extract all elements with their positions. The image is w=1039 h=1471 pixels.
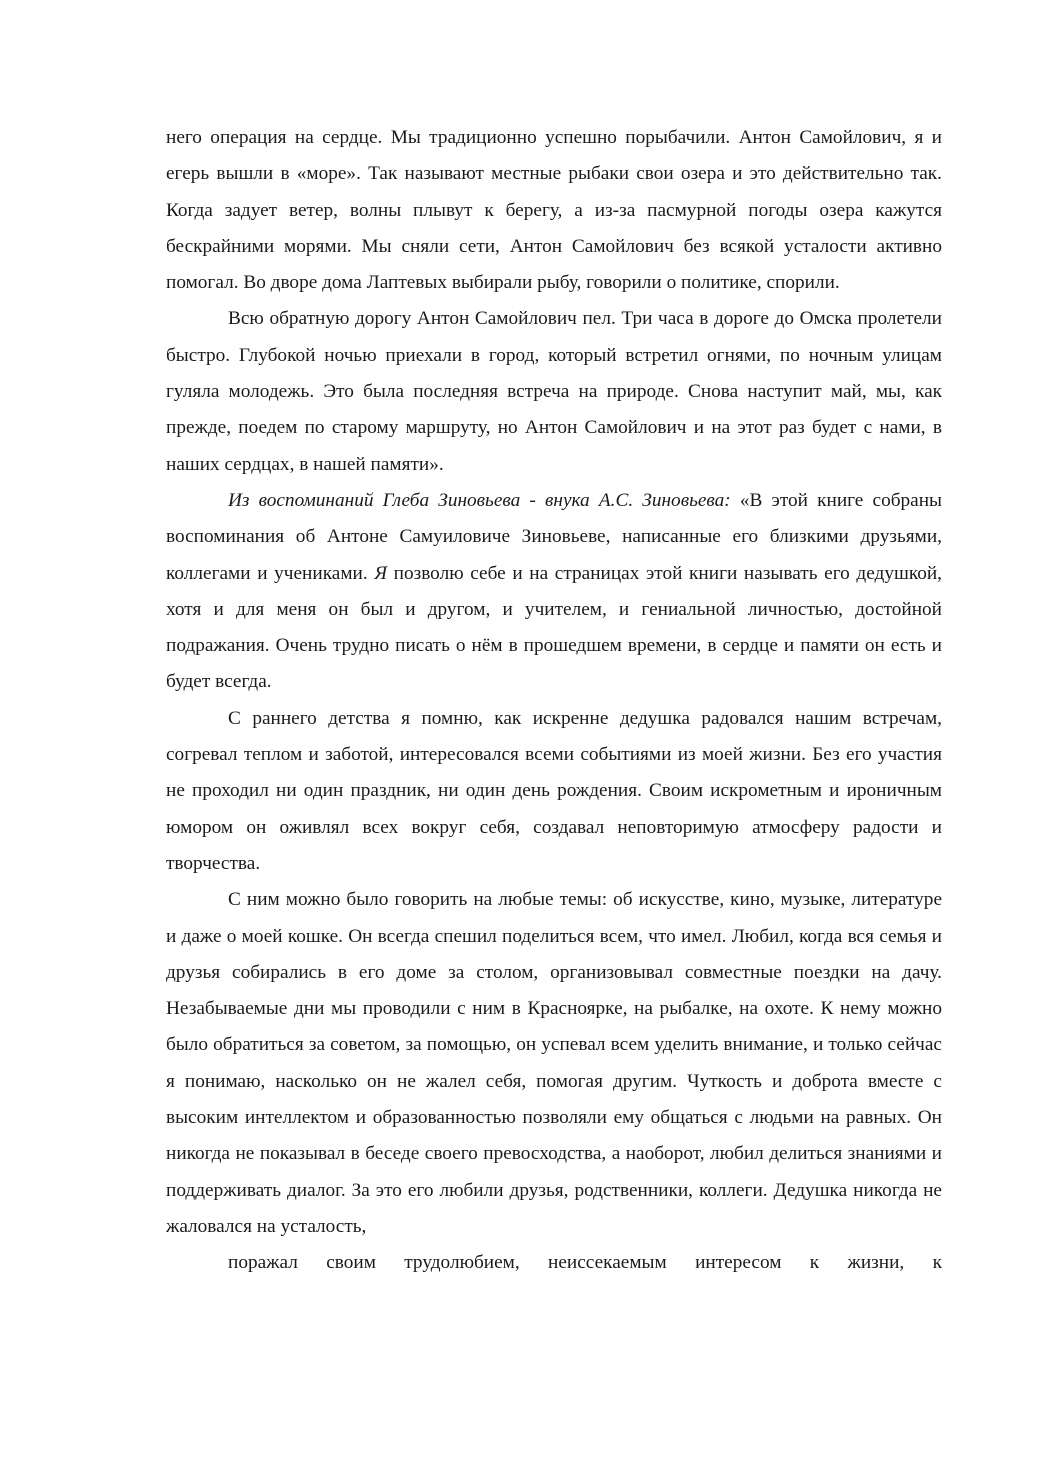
paragraph-3-italic-word: Я — [374, 562, 387, 584]
paragraph-3-text-a: «В этой книге собраны воспоминания об Антоне Самуиловиче Зиновьеве, написанные его близкими друзьями, коллегами и учениками. — [166, 489, 943, 584]
paragraph-6: поражал своим трудолюбием, неиссекаемым интересом к жизни, к — [228, 1252, 942, 1274]
memoir-source-intro: Из воспоминаний Глеба Зиновьева - внука А.С. Зиновьева: — [228, 489, 731, 511]
paragraph-3 — [166, 483, 942, 701]
paragraph-2: Всю обратную дорогу Антон Самойлович пел. Три часа в дороге до Омска пролетели быстро. Глубокой ночью приехали в город, который встретил огнями, по ночным улицам гуляла молодежь. Это была последняя встреча на природе. Снова наступит май, мы, как прежде, поедем по старому маршруту, но Антон Самойлович и на этот раз будет с нами, в наших сердцах, в нашей памяти». — [166, 308, 942, 475]
paragraph-3-text-b: позволю себе и на страницах этой книги называть его дедушкой, хотя и для меня он был и другом, и учителем, и гениальной личностью, достойной подражания. Очень трудно писать о нём в прошедшем времени, в сердце и памяти он есть и будет всегда. — [166, 562, 942, 693]
paragraph-5: С ним можно было говорить на любые темы: об искусстве, кино, музыке, литературе и даже о моей кошке. Он всегда спешил поделиться всем, что имел. Любил, когда вся семья и друзья собирались в его доме за столом, организовывал совместные поездки на дачу. Незабываемые дни мы проводили с ним в Красноярке, на рыбалке, на охоте. К нему можно было обратиться за советом, за помощью, он успевал всем уделить внимание, и только сейчас я понимаю, насколько он не жалел себя, помогая другим. Чуткость и доброта вместе с высоким интеллектом и образованностью позволяли ему общаться с людьми на равных. Он никогда не показывал в беседе своего превосходства, а наоборот, любил делиться знаниями и поддерживать диалог. За это его любили друзья, родственники, коллеги. Дедушка никогда не жаловался на усталость, — [166, 889, 942, 1237]
paragraph-1: него операция на сердце. Мы традиционно успешно порыбачили. Антон Самойлович, я и егерь вышли в «море». Так называют местные рыбаки свои озера и это действительно так. Когда задует ветер, волны плывут к берегу, а из-за пасмурной погоды озера кажутся бескрайними морями. Мы сняли сети, Антон Самойлович без всякой усталости активно помогал. Во дворе дома Лаптевых выбирали рыбу, говорили о политике, спорили. — [166, 127, 942, 294]
paragraph-4: С раннего детства я помню, как искренне дедушка радовался нашим встречам, согревал теплом и заботой, интересовался всеми событиями из моей жизни. Без его участия не проходил ни один праздник, ни один день рождения. Своим искрометным и ироничным юмором он оживлял всех вокруг себя, создавал неповторимую атмосферу радости и творчества. — [166, 707, 942, 874]
document-page — [166, 120, 942, 1282]
